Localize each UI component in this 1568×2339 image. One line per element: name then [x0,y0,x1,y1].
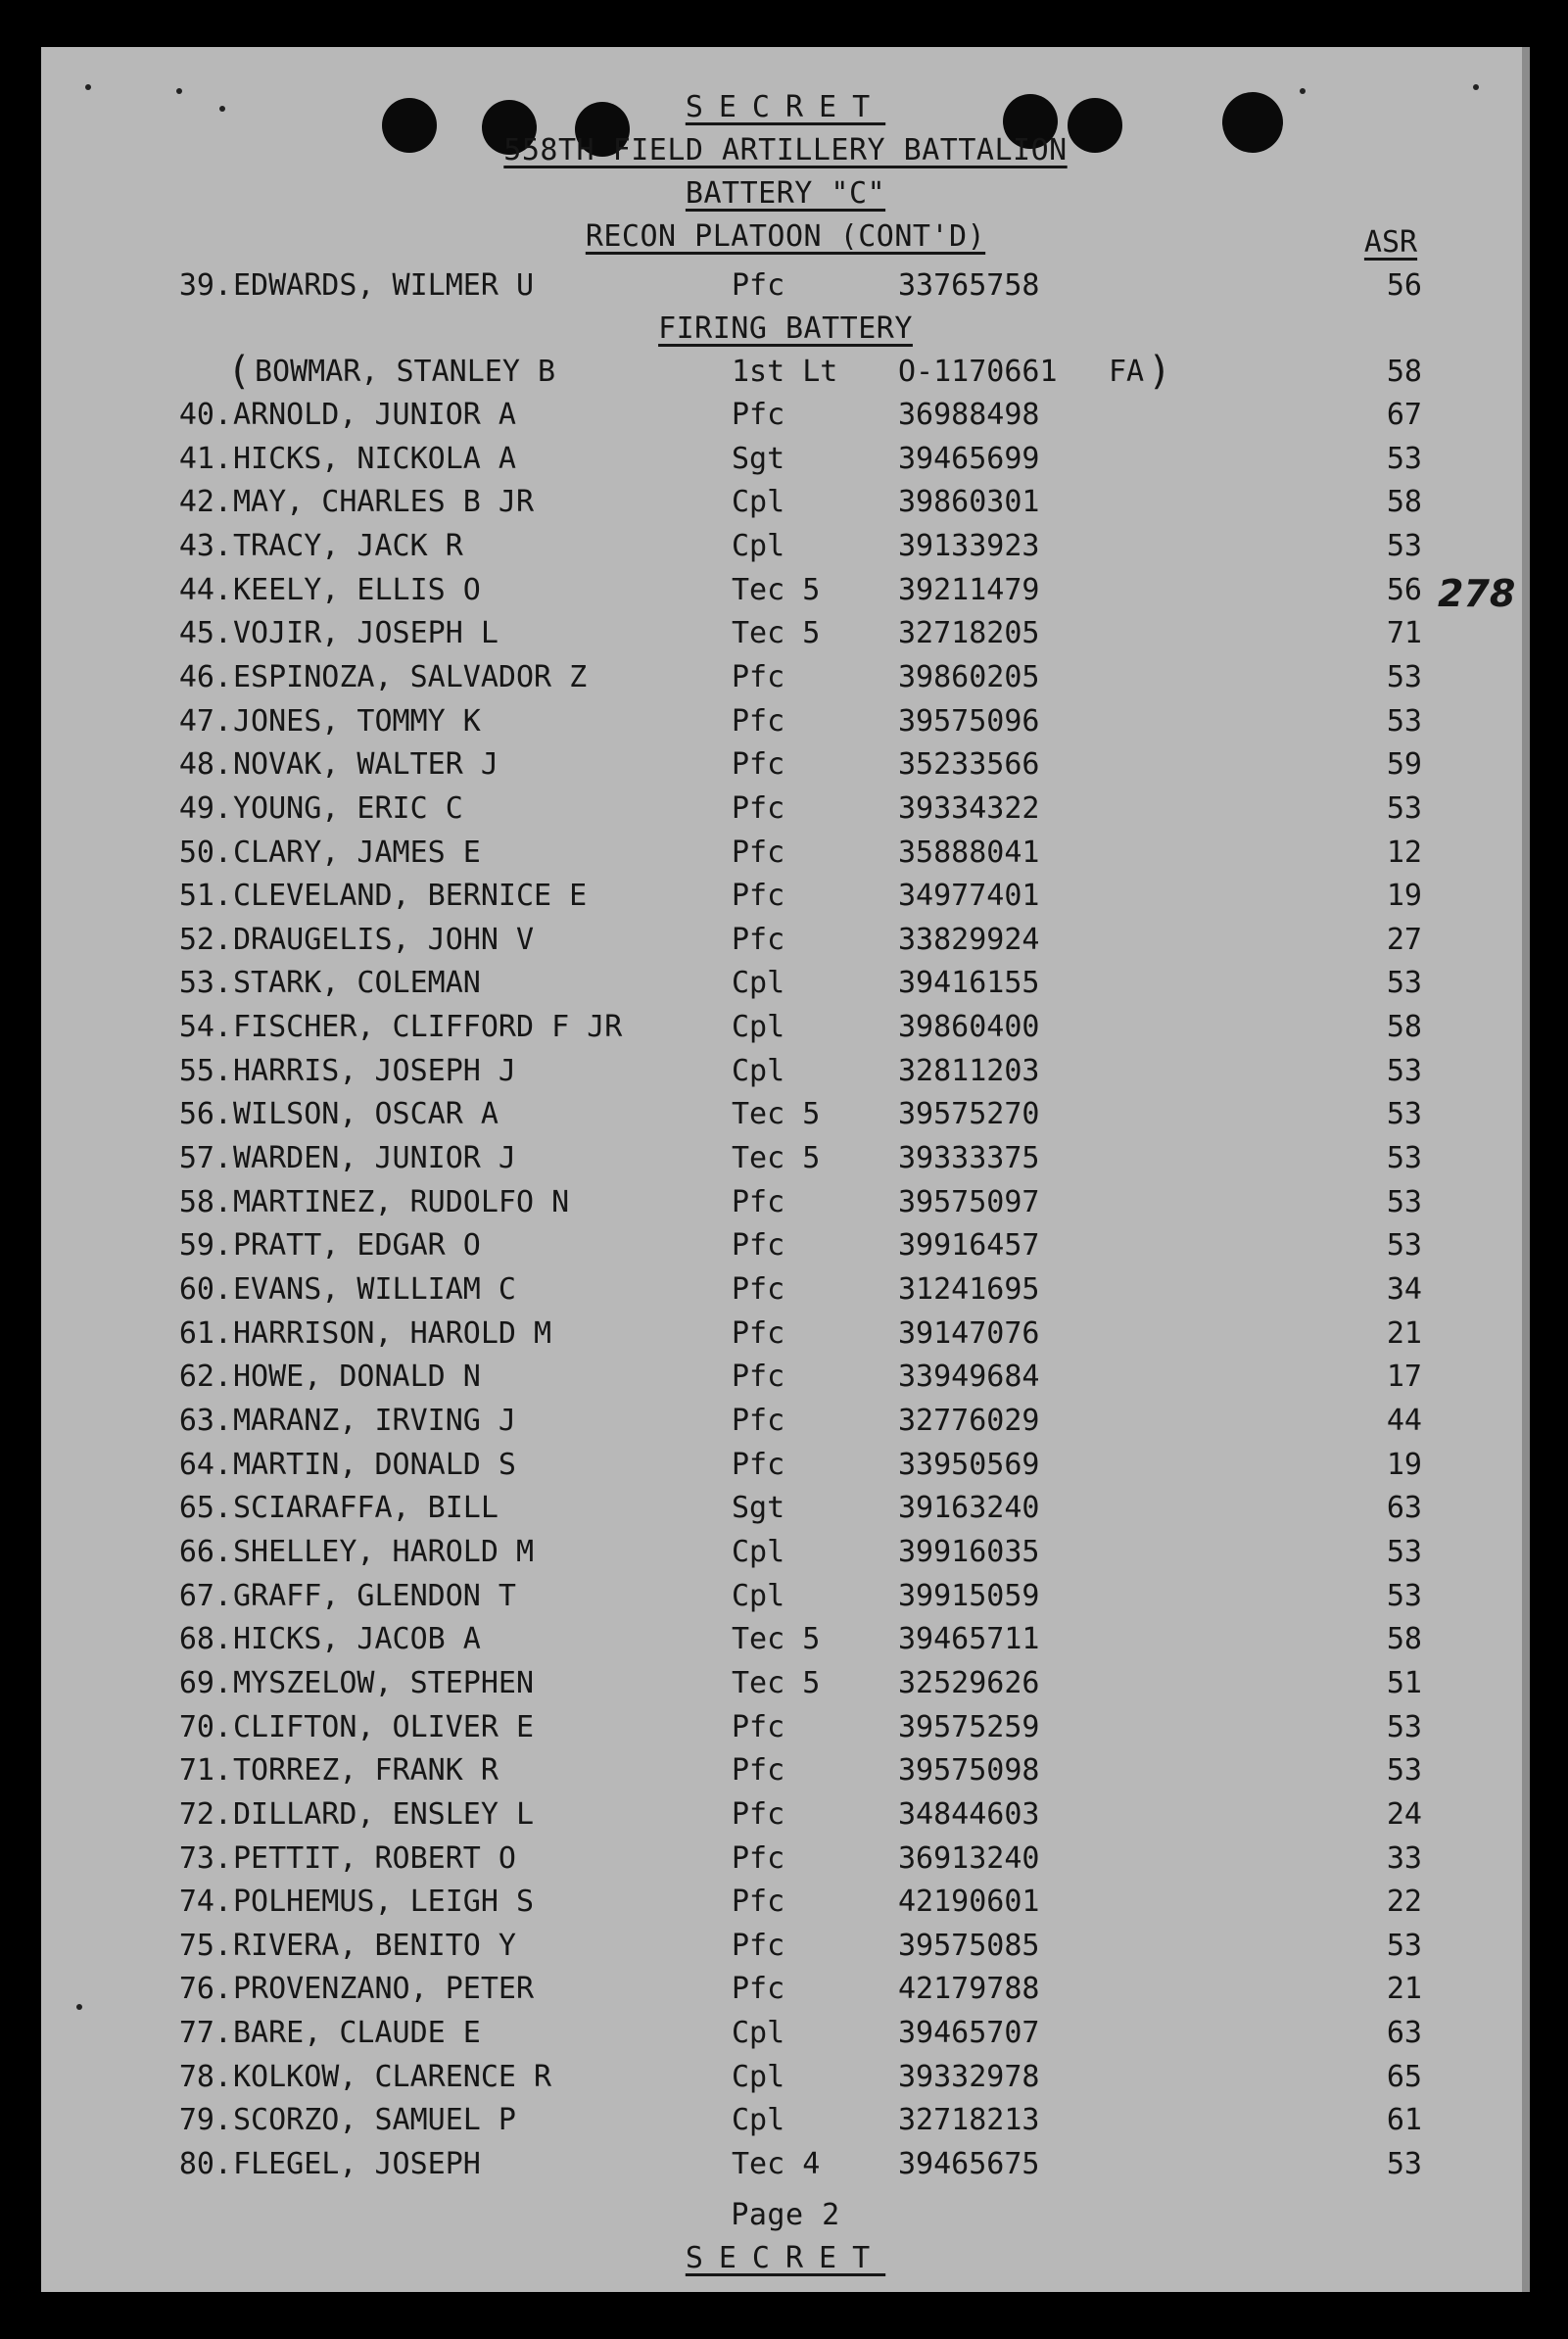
row-number: 42. [178,485,232,520]
soldier-name: MAY, CHARLES B JR [233,485,535,520]
soldier-rank: Pfc [732,1272,785,1307]
soldier-name: JONES, TOMMY K [233,703,481,739]
row-number: 41. [178,441,232,476]
soldier-rank: Tec 5 [732,1097,821,1132]
serial-number: 35233566 [898,747,1040,783]
soldier-name: RIVERA, BENITO Y [233,1928,516,1963]
soldier-name: BARE, CLAUDE E [233,2016,481,2050]
soldier-name: HOWE, DONALD N [233,1360,481,1395]
serial-number: 42190601 [898,1885,1040,1920]
row-number: 43. [178,528,232,563]
open-bracket: ( [227,349,252,394]
asr-score: 56 [1386,572,1422,607]
asr-score: 33 [1386,1840,1422,1876]
soldier-name: KEELY, ELLIS O [233,572,481,607]
soldier-name: HICKS, JACOB A [233,1622,481,1657]
soldier-rank: Sgt [732,441,785,476]
roster-row [41,529,1530,568]
asr-score: 27 [1386,922,1422,957]
row-number: 74. [178,1885,232,1920]
roster-row [41,1797,1530,1837]
serial-number: 36913240 [898,1840,1040,1876]
serial-number: 32718205 [898,616,1040,651]
soldier-rank: Cpl [732,485,785,520]
row-number: 57. [178,1141,232,1175]
asr-score: 53 [1386,659,1422,694]
asr-score: 65 [1386,2059,1422,2094]
soldier-name: HARRISON, HAROLD M [233,1315,552,1351]
serial-number: 39575085 [898,1928,1040,1963]
row-number: 55. [178,1053,232,1088]
soldier-name: EVANS, WILLIAM C [233,1272,516,1307]
platoon-title: RECON PLATOON (CONT'D) [585,219,986,254]
asr-score: 12 [1386,835,1422,870]
row-number: 76. [178,1972,232,2007]
soldier-name: CLARY, JAMES E [233,835,481,870]
row-number: 61. [178,1315,232,1351]
handwritten-marginal-note: 278 [1438,572,1516,615]
soldier-rank: Cpl [732,1534,785,1569]
soldier-rank: Pfc [732,1709,785,1744]
serial-number: 39465711 [898,1622,1040,1657]
row-number: 68. [178,1622,232,1657]
roster-row [41,573,1530,612]
soldier-name: YOUNG, ERIC C [233,790,463,826]
soldier-rank: Pfc [732,1360,785,1395]
soldier-rank: Pfc [732,1796,785,1832]
soldier-name: TORREZ, FRANK R [233,1753,499,1789]
roster-row [41,835,1530,875]
asr-score: 53 [1386,1753,1422,1789]
serial-number: 33950569 [898,1447,1040,1482]
roster-row [41,616,1530,655]
roster-row [41,923,1530,962]
asr-score: 53 [1386,441,1422,476]
row-number: 53. [178,966,232,1001]
roster-row [41,1228,1530,1267]
serial-number: 39465699 [898,441,1040,476]
asr-score: 53 [1386,1141,1422,1175]
row-number: 77. [178,2016,232,2050]
asr-score: 53 [1386,528,1422,563]
soldier-rank: Pfc [732,1885,785,1920]
soldier-name: ESPINOZA, SALVADOR Z [233,659,588,694]
soldier-name: PRATT, EDGAR O [233,1228,481,1264]
classification-header: SECRET [685,90,886,124]
serial-number: 39211479 [898,572,1040,607]
soldier-name: ARNOLD, JUNIOR A [233,398,516,432]
roster-row [41,1666,1530,1705]
soldier-name: POLHEMUS, LEIGH S [233,1885,535,1920]
roster-row [41,1360,1530,1399]
asr-score: 51 [1386,1665,1422,1700]
roster-row [41,1316,1530,1356]
roster-row [41,2147,1530,2186]
serial-number: 32529626 [898,1665,1040,1700]
asr-score: 53 [1386,1053,1422,1088]
row-number: 65. [178,1491,232,1526]
asr-score: 53 [1386,1534,1422,1569]
serial-number: 32718213 [898,2103,1040,2138]
serial-number: 39332978 [898,2059,1040,2094]
soldier-name: GRAFF, GLENDON T [233,1578,516,1613]
asr-score: 53 [1386,966,1422,1001]
serial-number: 33949684 [898,1360,1040,1395]
row-number: 78. [178,2059,232,2094]
row-number: 63. [178,1404,232,1438]
soldier-name: TRACY, JACK R [233,528,463,563]
soldier-rank: Cpl [732,528,785,563]
roster-row [41,747,1530,787]
soldier-rank: Pfc [732,1972,785,2007]
asr-score: 53 [1386,1928,1422,1963]
soldier-rank: Cpl [732,1010,785,1045]
roster-row [41,2103,1530,2142]
serial-number: 39575096 [898,703,1040,739]
classification-footer: SECRET [685,2241,886,2275]
soldier-name: NOVAK, WALTER J [233,747,499,783]
asr-score: 53 [1386,1709,1422,1744]
asr-score: 53 [1386,2147,1422,2181]
soldier-rank: Pfc [732,398,785,432]
soldier-name: PROVENZANO, PETER [233,1972,535,2007]
soldier-name: CLIFTON, OLIVER E [233,1709,535,1744]
soldier-rank: Tec 4 [732,2147,821,2181]
soldier-name: DRAUGELIS, JOHN V [233,922,535,957]
row-number: 52. [178,922,232,957]
soldier-rank: Pfc [732,268,785,303]
roster-row [41,1010,1530,1049]
serial-number: 39133923 [898,528,1040,563]
asr-score: 19 [1386,879,1422,914]
row-number: 46. [178,659,232,694]
officer-asr: 58 [1386,355,1422,389]
soldier-name: FISCHER, CLIFFORD F JR [233,1010,623,1045]
serial-number: 39163240 [898,1491,1040,1526]
soldier-name: HICKS, NICKOLA A [233,441,516,476]
asr-score: 53 [1386,1578,1422,1613]
row-number: 48. [178,747,232,783]
soldier-rank: Sgt [732,1491,785,1526]
asr-score: 71 [1386,616,1422,651]
roster-row [41,1491,1530,1530]
asr-score: 53 [1386,1097,1422,1132]
serial-number: 39916457 [898,1228,1040,1264]
asr-score: 53 [1386,703,1422,739]
soldier-name: STARK, COLEMAN [233,966,481,1001]
soldier-rank: Pfc [732,1928,785,1963]
roster-row [41,398,1530,437]
soldier-rank: Pfc [732,1753,785,1789]
soldier-rank: Cpl [732,2016,785,2050]
soldier-rank: Pfc [732,1184,785,1219]
row-number: 69. [178,1665,232,1700]
officer-row [41,349,1530,394]
roster-row [41,442,1530,481]
asr-score: 21 [1386,1315,1422,1351]
soldier-name: VOJIR, JOSEPH L [233,616,499,651]
roster-row [41,1404,1530,1443]
serial-number: 42179788 [898,1972,1040,2007]
officer-branch: FA [1109,355,1145,389]
roster-row [41,1054,1530,1093]
soldier-rank: Tec 5 [732,1622,821,1657]
battery-title: BATTERY "C" [685,176,886,211]
roster-row [41,704,1530,743]
soldier-rank: Pfc [732,835,785,870]
serial-number: 39575259 [898,1709,1040,1744]
serial-number: 39575097 [898,1184,1040,1219]
row-number: 50. [178,835,232,870]
soldier-name: MYSZELOW, STEPHEN [233,1665,535,1700]
roster-row [41,660,1530,699]
officer-rank: 1st Lt [732,355,838,389]
serial-number: 36988498 [898,398,1040,432]
serial-number: 39575098 [898,1753,1040,1789]
asr-score: 19 [1386,1447,1422,1482]
soldier-rank: Cpl [732,966,785,1001]
soldier-name: WARDEN, JUNIOR J [233,1141,516,1175]
asr-score: 17 [1386,1360,1422,1395]
row-number: 54. [178,1010,232,1045]
soldier-rank: Pfc [732,879,785,914]
row-number: 79. [178,2103,232,2138]
row-number: 40. [178,398,232,432]
officer-name: BOWMAR, STANLEY B [255,355,556,389]
serial-number: 35888041 [898,835,1040,870]
roster-row [41,1885,1530,1924]
row-number: 49. [178,790,232,826]
soldier-rank: Pfc [732,747,785,783]
soldier-rank: Pfc [732,659,785,694]
soldier-name: MARTIN, DONALD S [233,1447,516,1482]
soldier-rank: Tec 5 [732,1141,821,1175]
roster-row [41,1622,1530,1661]
row-number: 66. [178,1534,232,1569]
soldier-rank: Cpl [732,1578,785,1613]
document-page [41,47,1530,2292]
roster-row [41,1272,1530,1312]
soldier-rank: Pfc [732,1404,785,1438]
asr-score: 21 [1386,1972,1422,2007]
firing-battery-heading: FIRING BATTERY [658,311,913,346]
serial-number: 39416155 [898,966,1040,1001]
soldier-rank: Pfc [732,922,785,957]
roster-row [41,1579,1530,1618]
serial-number: 39575270 [898,1097,1040,1132]
serial-number: 39860205 [898,659,1040,694]
row-number: 45. [178,616,232,651]
serial-number: 39860400 [898,1010,1040,1045]
row-number: 72. [178,1796,232,1832]
soldier-name: SCIARAFFA, BILL [233,1491,499,1526]
row-number: 75. [178,1928,232,1963]
serial-number: 39333375 [898,1141,1040,1175]
soldier-rank: Tec 5 [732,572,821,607]
soldier-name: EDWARDS, WILMER U [233,268,535,303]
roster-row [41,1185,1530,1224]
serial-number: 39860301 [898,485,1040,520]
asr-score: 63 [1386,2016,1422,2050]
soldier-rank: Pfc [732,1228,785,1264]
close-bracket: ) [1148,349,1172,394]
soldier-name: CLEVELAND, BERNICE E [233,879,588,914]
page-number: Page 2 [731,2198,840,2232]
asr-score: 22 [1386,1885,1422,1920]
serial-number: 33765758 [898,268,1040,303]
asr-score: 58 [1386,1010,1422,1045]
roster-row [41,966,1530,1005]
serial-number: 31241695 [898,1272,1040,1307]
soldier-rank: Cpl [732,2103,785,2138]
soldier-rank: Cpl [732,1053,785,1088]
asr-score: 56 [1386,268,1422,303]
soldier-name: HARRIS, JOSEPH J [233,1053,516,1088]
serial-number: 32776029 [898,1404,1040,1438]
serial-number: 32811203 [898,1053,1040,1088]
soldier-rank: Pfc [732,1315,785,1351]
roster-row [41,1710,1530,1749]
asr-column-header: ASR [1363,225,1418,260]
asr-score: 59 [1386,747,1422,783]
soldier-rank: Cpl [732,2059,785,2094]
serial-number: 34844603 [898,1796,1040,1832]
soldier-name: SHELLEY, HAROLD M [233,1534,535,1569]
row-number: 73. [178,1840,232,1876]
serial-number: 39465675 [898,2147,1040,2181]
asr-score: 58 [1386,1622,1422,1657]
soldier-rank: Pfc [732,1840,785,1876]
asr-score: 44 [1386,1404,1422,1438]
row-number: 80. [178,2147,232,2181]
asr-score: 61 [1386,2103,1422,2138]
soldier-name: FLEGEL, JOSEPH [233,2147,481,2181]
row-number: 56. [178,1097,232,1132]
row-number: 60. [178,1272,232,1307]
asr-score: 67 [1386,398,1422,432]
serial-number: 33829924 [898,922,1040,957]
roster-row [41,791,1530,831]
row-number: 67. [178,1578,232,1613]
unit-title: 558TH FIELD ARTILLERY BATTALION [503,133,1068,167]
row-number: 62. [178,1360,232,1395]
roster-row [41,1972,1530,2011]
row-number: 71. [178,1753,232,1789]
soldier-name: SCORZO, SAMUEL P [233,2103,516,2138]
row-number: 59. [178,1228,232,1264]
row-number: 64. [178,1447,232,1482]
asr-score: 34 [1386,1272,1422,1307]
soldier-name: MARTINEZ, RUDOLFO N [233,1184,570,1219]
row-number: 58. [178,1184,232,1219]
row-number: 51. [178,879,232,914]
roster-row [41,485,1530,524]
row-number: 44. [178,572,232,607]
soldier-name: DILLARD, ENSLEY L [233,1796,535,1832]
soldier-name: KOLKOW, CLARENCE R [233,2059,552,2094]
asr-score: 53 [1386,1228,1422,1264]
roster-row [41,1929,1530,1968]
soldier-name: PETTIT, ROBERT O [233,1840,516,1876]
asr-score: 53 [1386,1184,1422,1219]
serial-number: 39915059 [898,1578,1040,1613]
roster-row [41,268,1530,308]
roster-row [41,2016,1530,2055]
asr-score: 24 [1386,1796,1422,1832]
roster-row [41,1841,1530,1881]
asr-score: 53 [1386,790,1422,826]
serial-number: 39334322 [898,790,1040,826]
roster-row [41,1141,1530,1180]
soldier-rank: Pfc [732,703,785,739]
roster-row [41,879,1530,918]
roster-row [41,2060,1530,2099]
soldier-rank: Tec 5 [732,616,821,651]
soldier-rank: Pfc [732,790,785,826]
row-number: 70. [178,1709,232,1744]
row-number: 47. [178,703,232,739]
asr-score: 58 [1386,485,1422,520]
serial-number: 39465707 [898,2016,1040,2050]
asr-score: 63 [1386,1491,1422,1526]
roster-row [41,1753,1530,1792]
serial-number: 34977401 [898,879,1040,914]
soldier-name: MARANZ, IRVING J [233,1404,516,1438]
serial-number: 39147076 [898,1315,1040,1351]
soldier-rank: Pfc [732,1447,785,1482]
roster-row [41,1448,1530,1487]
roster-row [41,1535,1530,1574]
serial-number: 39916035 [898,1534,1040,1569]
roster-row [41,1097,1530,1136]
row-number: 39. [178,268,232,303]
soldier-name: WILSON, OSCAR A [233,1097,499,1132]
officer-serial: O-1170661 [898,355,1058,389]
soldier-rank: Tec 5 [732,1665,821,1700]
